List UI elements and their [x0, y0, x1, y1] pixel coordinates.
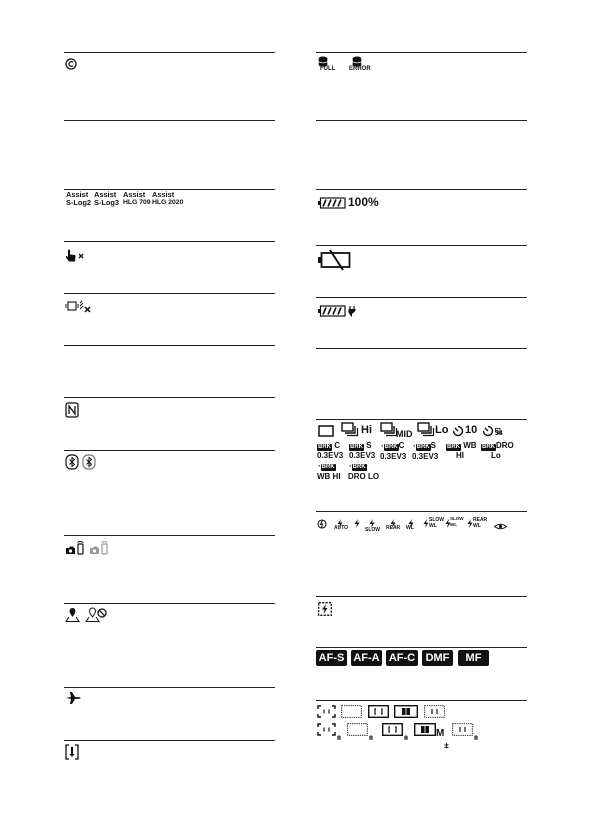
- bluetooth-disconnected-icon: [82, 454, 96, 475]
- slow-wireless-label: SLOW WL: [429, 517, 444, 529]
- location-info-error-icon: [85, 606, 109, 628]
- divider: [316, 120, 527, 121]
- battery-exhausted-icon: [318, 249, 354, 276]
- bracket-wb: BRK WB HI: [447, 441, 477, 460]
- bluetooth-icon: [65, 454, 79, 475]
- assist-hlg2020-icon: Assist HLG 2020: [152, 190, 184, 206]
- assist-slog2-icon: Assist S-Log2: [66, 190, 92, 207]
- divider: [64, 120, 275, 121]
- bracket-single-timer: ◔BRKS 0.3EV3: [412, 441, 439, 461]
- bracket-dro-timer: ◔BRK DRO LO: [348, 464, 380, 481]
- continuous-mid-label: MID: [396, 429, 413, 439]
- rear-sync-label: REAR: [386, 525, 401, 531]
- divider: [64, 603, 275, 604]
- tracking-zone-icon: [347, 723, 375, 745]
- divider: [64, 52, 275, 53]
- overheating-warning-icon: [65, 744, 79, 765]
- bracket-continuous-1: BRK C 0.3EV3: [317, 441, 344, 460]
- af-a-badge: AF-A: [351, 650, 382, 666]
- focus-area-zone-icon: [341, 705, 362, 723]
- divider: [316, 419, 527, 420]
- mf-badge: MF: [458, 650, 489, 666]
- battery-full-icon: [318, 196, 346, 214]
- continuous-hi-icon: [341, 422, 359, 442]
- divider: [64, 687, 275, 688]
- anti-dust-disabled-icon: [65, 300, 95, 319]
- divider: [64, 397, 275, 398]
- focus-area-center-icon: [368, 705, 389, 723]
- bracket-single-1: BRK S 0.3EV3: [349, 441, 376, 460]
- flash-off-icon: [317, 516, 327, 534]
- divider: [316, 245, 527, 246]
- tracking-expand-spot-icon: [452, 723, 480, 745]
- location-info-icon: [65, 606, 80, 628]
- copyright-icon: [65, 57, 77, 75]
- divider: [316, 511, 527, 512]
- battery-charging-icon: [318, 304, 360, 322]
- self-timer-continuous-label: 3s: [495, 430, 503, 437]
- self-timer-continuous-icon: [482, 424, 494, 442]
- wireless-flash-label: WL: [406, 525, 414, 531]
- divider: [64, 535, 275, 536]
- divider: [316, 348, 527, 349]
- continuous-hi-label: Hi: [361, 424, 372, 436]
- bracket-continuous-timer: ◔BRKC 0.3EV3: [380, 441, 407, 461]
- divider: [316, 647, 527, 648]
- assist-slog3-icon: Assist S-Log3: [94, 190, 120, 207]
- smartphone-disconnected-icon: [89, 540, 109, 560]
- battery-percent-label: 100%: [348, 195, 379, 209]
- focus-area-flexible-spot-icon: [394, 705, 418, 723]
- flash-auto-label: AUTO: [334, 525, 349, 531]
- bracket-dro: BRKDRO Lo: [482, 441, 514, 460]
- af-c-badge: AF-C: [386, 650, 418, 666]
- divider: [316, 297, 527, 298]
- dmf-badge: DMF: [422, 650, 453, 666]
- flash-charging-icon: [318, 602, 332, 621]
- tracking-center-icon: [382, 723, 410, 745]
- focus-area-expand-spot-icon: [424, 705, 445, 723]
- tracking-plus-icon: [443, 735, 450, 753]
- tracking-flexible-spot-icon: [414, 723, 436, 742]
- tracking-wide-icon: [317, 723, 343, 745]
- rear-wireless-label: REAR WL: [473, 517, 488, 529]
- divider: [64, 345, 275, 346]
- divider: [316, 700, 527, 701]
- slow-sync-label: SLOW: [365, 527, 380, 533]
- divider: [316, 596, 527, 597]
- database-error-label: ERROR: [349, 66, 371, 72]
- slow-wireless-alt-label: SLOW WL: [450, 516, 464, 527]
- divider: [64, 293, 275, 294]
- self-timer-icon: [452, 424, 464, 442]
- divider: [64, 740, 275, 741]
- divider: [316, 189, 527, 190]
- bracket-wb-timer: ◔BRK WB HI: [317, 464, 341, 481]
- continuous-lo-icon: [417, 422, 435, 442]
- touch-disabled-icon: [65, 249, 87, 268]
- divider: [64, 241, 275, 242]
- divider: [316, 52, 527, 53]
- focus-area-wide-icon: [317, 705, 336, 723]
- nfc-icon: [65, 402, 79, 423]
- tracking-flexible-spot-label: M: [436, 728, 445, 739]
- continuous-lo-label: Lo: [435, 424, 449, 436]
- single-shooting-icon: [318, 424, 334, 442]
- divider: [64, 450, 275, 451]
- fill-flash-icon: [354, 515, 360, 533]
- red-eye-reduction-icon: [494, 517, 507, 535]
- database-full-label: FULL: [320, 66, 336, 72]
- smartphone-connected-icon: [65, 540, 85, 560]
- assist-hlg709-icon: Assist HLG 709: [123, 190, 151, 206]
- af-s-badge: AF-S: [316, 650, 347, 666]
- airplane-mode-icon: [65, 691, 81, 710]
- self-timer-label: 10: [465, 424, 478, 436]
